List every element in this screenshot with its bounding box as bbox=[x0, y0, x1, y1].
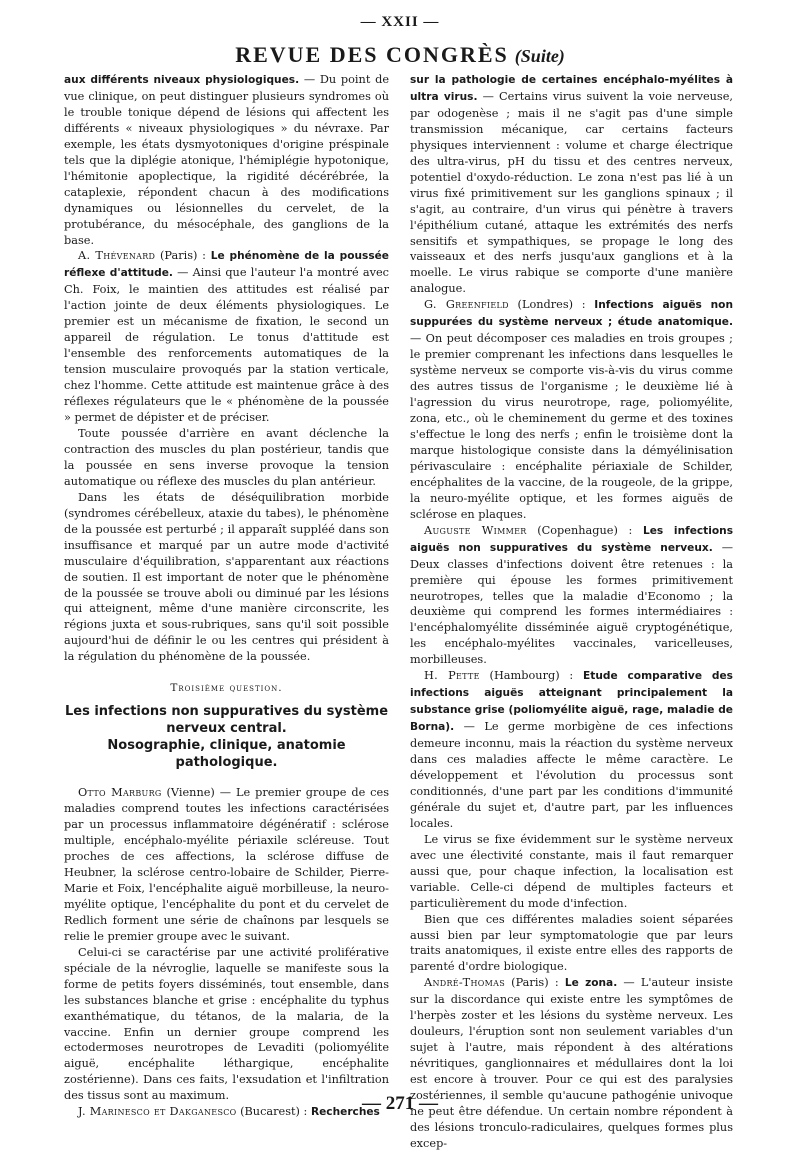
bold-title: aux différents niveaux physiologiques. bbox=[64, 74, 300, 86]
right-column bbox=[410, 72, 733, 1152]
paragraph-text: — Du point de vue clinique, on peut distinguer plusieurs syndromes où le trouble tonique dépend de lésions qui affectent les différents « niveaux physiologiques » du névraxe. Par exemple, les états dysmyotoniques d'origine préspinale tels que la diplégie atonique, l'hémiplégie hypotonique, l'hémitonie apoplectique, la rigidité décérébrée, la cataplexie, répondent chacun à des modifications dynamiques ou lésionnelles du cervelet, de la protubérance, du mésocéphale, des ganglions de la base. bbox=[64, 73, 390, 247]
paragraph bbox=[64, 72, 389, 248]
question-title-line: Les infections non suppuratives du système nerveux central. bbox=[64, 704, 389, 737]
paragraph-text: — Certains virus suivent la voie nerveuse, par odogenèse ; mais il ne s'agit pas d'une simple transmission mécanique, car certains facteurs physiques interviennent : volume et charge électrique des ultra-virus, pH du tissu et des centres nerveux, potentiel d'oxydo-réduction. Le zona n'est pas lié à un virus fixé primitivement sur les ganglions spinaux ; il s'agit, au contraire, d'un virus qui pénètre à travers l'épithélium cutané, attaque les extrémités des nerfs sensitifs et sympathiques, se propage le long des vaisseaux et des nerfs jusqu'aux ganglions et à la moelle. Le virus rabique se comporte d'une manière analogue. bbox=[410, 89, 733, 296]
author-city: (Londres) : bbox=[508, 298, 595, 312]
bold-title: Le zona. bbox=[564, 977, 618, 990]
paragraph-text: — Ainsi que l'auteur l'a montré avec Ch. Foix, le maintien des attitudes est réalisé par l'action jointe de deux éléments physiologiques. Le premier est un mécanisme de fixation, le second un appareil de régulation. Le tonus d'attitude est l'ensemble des renforcements automatiques de la tension musculaire provoqués par la station verticale, chez l'homme. Cette attitude est maintenue grâce à des réflexes régulateurs que le « phénomène de la poussée » permet de dépister et de préciser. bbox=[64, 266, 389, 425]
bold-title: Infections aiguës non suppurées du système nerveux ; étude anatomique. bbox=[410, 299, 734, 329]
paragraph bbox=[64, 248, 389, 425]
bold-title: sur la pathologie de certaines encéphalo-myélites à ultra virus. bbox=[410, 74, 733, 103]
question-label: Troisième question. bbox=[170, 682, 283, 695]
author-city: (Hambourg) : bbox=[479, 669, 584, 683]
author-city: (Copenhague) : bbox=[526, 523, 643, 537]
bottom-page-number: — 271 — bbox=[362, 1093, 438, 1114]
author-city: (Paris) : bbox=[155, 249, 211, 263]
author-name: André-Thomas bbox=[424, 976, 505, 990]
bold-title: Les infections aiguës non suppuratives du système nerveux. bbox=[410, 524, 733, 554]
paragraph: Le virus se fixe évidemment sur le système nerveux avec une électivité constante, mais il faut remarquer aussi que, pour chaque infection, la localisation est variable. Celle-ci dépend de multiples facteurs et particulièrement du mode d'infection. bbox=[410, 832, 733, 910]
paragraph bbox=[410, 975, 733, 1151]
header-title: REVUE DES CONGRÈS bbox=[235, 42, 509, 67]
paragraph-text: — On peut décomposer ces maladies en trois groupes ; le premier comprenant les infections dans lesquelles le système nerveux se comporte vis-à-vis du virus comme des autres tissus de l'organisme ; le deuxième lié à l'agression du virus neurotrope, rage, poliomyélite, zona, etc., où le cheminement du germe et des toxines s'effectue le long des nerfs ; enfin le troisième dont la marque histologique consiste dans la démyélinisation périvasculaire : encéphalite périaxiale de Schilder, encéphalites de la vaccine, de la rougeole, de la grippe, la neuro-myélite optique, et les formes aiguës de sclérose en plaques. bbox=[410, 332, 733, 521]
top-page-number: — XXII — bbox=[360, 14, 440, 30]
paragraph-text: (Vienne) — Le premier groupe de ces maladies comprend toutes les infections caractérisées par un processus inflammatoire dégénératif : sclérose multiple, encéphalo-myélite périaxile scléreuse. Tout proches de ces affections, la sclérose diffuse de Heubner, la sclérose centro-lobaire de Schilder, Pierre-Marie et Foix, l'encéphalite aiguë morbilleuse, la neuro-myélite optique, l'encéphalite du pont et du cervelet de Redlich forment une série de chaînons par lesquels se relie le premier groupe avec le suivant. bbox=[64, 786, 389, 943]
paragraph: Dans les états de déséquilibration morbide (syndromes cérébelleux, ataxie du tabes), le phénomène de la poussée est perturbé ; il apparaît suppléé dans son insuffisance et marqué par un autre mode d'activité musculaire d'équilibration, s'apparentant aux réactions de soutien. Il est important de noter que le phénomène de la poussée se trouve aboli ou diminué par les lésions qui atteignent, même d'une manière circonscrite, les régions juxta et sous-rubriques, sans qu'il soit possible aujourd'hui de définir le ou les centres qui président à la régulation du phénomène de la poussée. bbox=[64, 490, 389, 664]
author-name: H. Pette bbox=[424, 669, 480, 683]
bold-title: Le phénomène de la poussée réflexe d'attitude. bbox=[64, 250, 389, 280]
author-city: (Bucarest) : bbox=[236, 1105, 311, 1119]
author-name: Otto Marburg bbox=[78, 786, 162, 800]
paragraph bbox=[410, 523, 733, 669]
paragraph bbox=[64, 785, 389, 945]
running-header bbox=[0, 42, 800, 68]
author-name: A. Thévenard bbox=[78, 249, 156, 263]
paragraph-text: — Le germe morbigène de ces infections demeure inconnu, mais la réaction du système nerveux dans ces maladies affecte le même caractère. Le développement et l'évolution du processus sont conditionnés, d'une part par les conditions d'immunité générale du sujet et, d'autre part, par les influences locales. bbox=[410, 720, 733, 830]
question-title-line: Nosographie, clinique, anatomie pathologique. bbox=[107, 738, 346, 771]
bold-title: Recherches bbox=[310, 1106, 380, 1119]
paragraph bbox=[410, 72, 733, 297]
author-name: G. Greenfield bbox=[424, 298, 509, 312]
header-suite: (Suite) bbox=[514, 46, 565, 66]
author-city: (Paris) : bbox=[504, 976, 565, 990]
paragraph: Celui-ci se caractérise par une activité proliférative spéciale de la névroglie, laquelle se manifeste sous la forme de petits foyers disséminés, tout ensemble, dans les substances blanche et grise : encéphalite du typhus exanthématique, du tétanos, de la malaria, de la vaccine. Enfin un dernier groupe comprend les ectodermoses neurotropes de Levaditi (poliomyélite aiguë, encéphalite léthargique, encéphalite zostérienne). Dans ces faits, l'exsudation et l'infiltration des tissus sont au maximum. bbox=[64, 945, 389, 1103]
paragraph: Toute poussée d'arrière en avant déclenche la contraction des muscles du plan postérieur, tandis que la poussée en sens inverse provoque la tension automatique ou réflexe des muscles du plan antérieur. bbox=[64, 426, 389, 488]
paragraph bbox=[410, 297, 733, 522]
author-name: J. Marinesco et Dakganesco bbox=[78, 1105, 237, 1119]
author-name: Auguste Wimmer bbox=[424, 523, 527, 537]
paragraph-text: — Deux classes d'infections doivent être retenues : la première qui épouse les formes primitivement neurotropes, telles que la maladie d'Economo ; la deuxième qui comprend les formes intermédiaires : l'encéphalomyélite disséminée aiguë cryptogénétique, les encéphalo-myélites vaccinales, varicelleuses, morbilleuses. bbox=[410, 540, 733, 667]
paragraph: Bien que ces différentes maladies soient séparées aussi bien par leur symptomatologie que par leurs traits anatomiques, il existe entre elles des rapports de parenté d'ordre biologique. bbox=[410, 912, 733, 974]
left-column bbox=[64, 72, 389, 1121]
paragraph-text: — L'auteur insiste sur la discordance qui existe entre les symptômes de l'herpès zoster et les lésions du système nerveux. Les douleurs, l'éruption sont non seulement variables d'un sujet à l'autre, mais répondent à des altérations névritiques, ganglionnaires et médullaires dont la loi est encore à trouver. Pour ce qui est des paralysies zostériennes, il semble qu'aucune pathogénie univoque ne peut être défendue. Un certain nombre répondent à des lésions tronculo-radiculaires, quelques formes plus excep- bbox=[410, 976, 733, 1150]
bold-title: Etude comparative des infections aiguës atteignant principalement la substance grise (poliomyélite aiguë, rage, maladie de Borna). bbox=[410, 670, 733, 734]
question-title bbox=[64, 703, 389, 771]
paragraph bbox=[410, 668, 733, 832]
